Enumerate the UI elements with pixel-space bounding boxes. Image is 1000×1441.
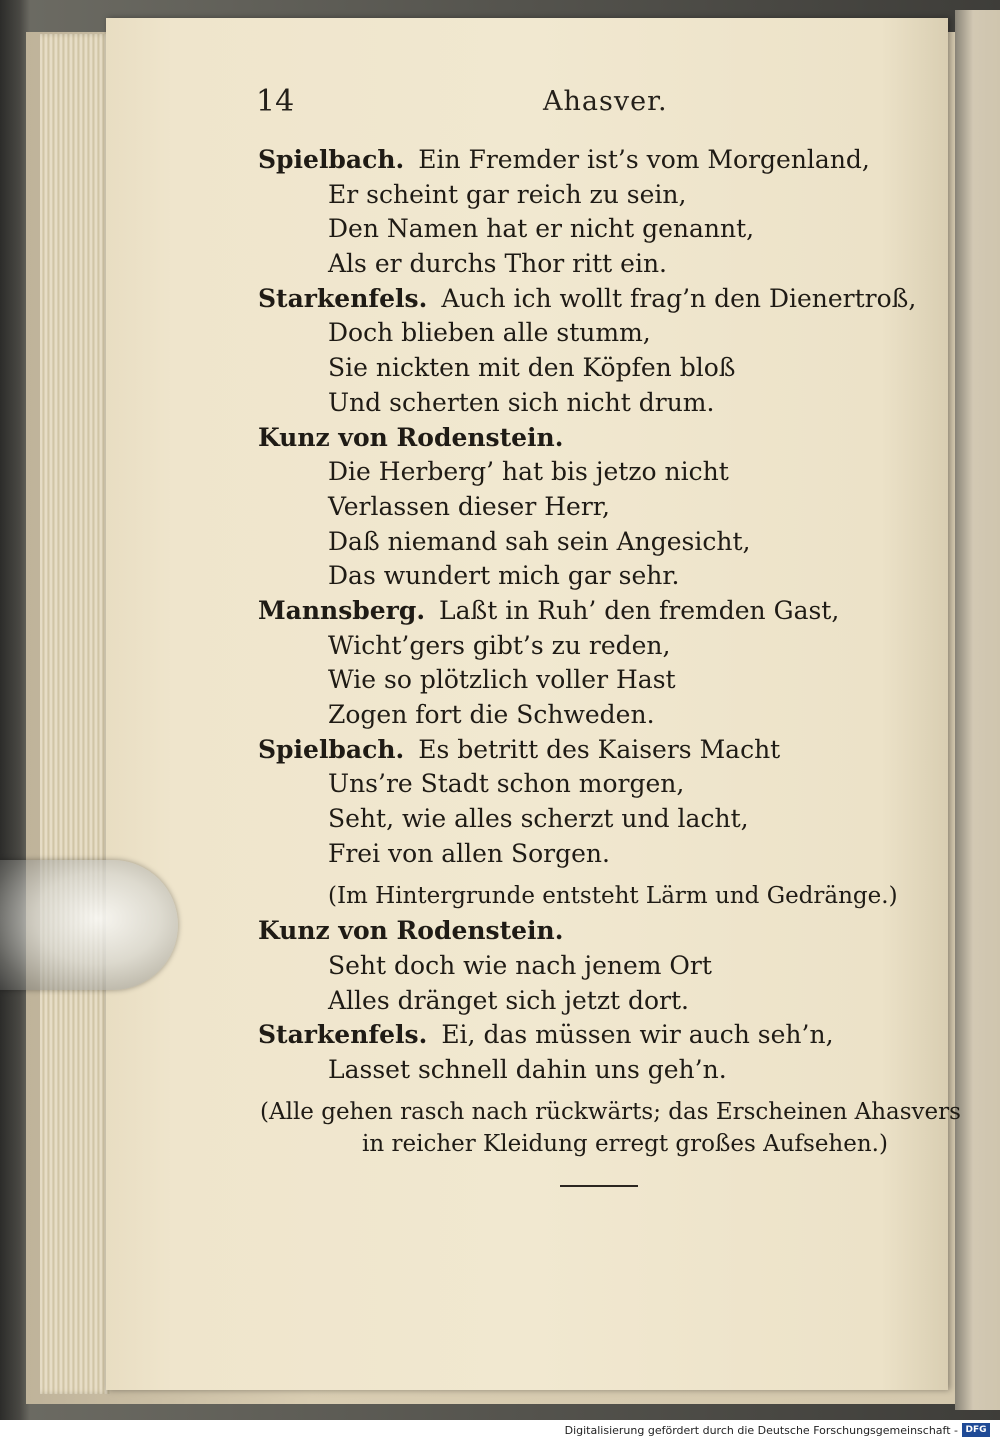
verse-line xyxy=(258,767,958,802)
verse-line xyxy=(258,282,958,317)
stage-direction: (Im Hintergrunde entsteht Lärm und Gedränge.) xyxy=(328,883,898,910)
dialogue-block-1 xyxy=(258,143,958,871)
verse-text: Seht, wie alles scherzt und lacht, xyxy=(328,804,749,834)
verse-text: Und scherten sich nicht drum. xyxy=(328,387,715,417)
verse-line xyxy=(258,143,958,178)
speaker-name: Starkenfels. xyxy=(258,283,428,313)
verse-text: Sie nickten mit den Köpfen bloß xyxy=(328,353,736,383)
footer-credit: Digitalisierung gefördert durch die Deutsche Forschungsgemeinschaft - xyxy=(564,1424,958,1437)
end-rule xyxy=(560,1185,638,1187)
verse-line xyxy=(258,421,958,456)
verse-text: Ein Fremder ist’s vom Morgenland, xyxy=(418,145,870,174)
verse-text: Den Namen hat er nicht genannt, xyxy=(328,214,755,244)
verse-text: Doch blieben alle stumm, xyxy=(328,318,651,348)
page-number: 14 xyxy=(256,84,295,119)
verse-line xyxy=(258,663,958,698)
verse-text: Als er durchs Thor ritt ein. xyxy=(328,249,668,279)
verse-line xyxy=(258,455,958,490)
verse-line xyxy=(258,594,958,629)
verse-text: Wie so plötzlich voller Hast xyxy=(328,665,676,695)
speaker-name: Kunz von Rodenstein. xyxy=(258,916,564,946)
verse-line xyxy=(258,914,958,949)
verse-line xyxy=(258,490,958,525)
running-title: Ahasver. xyxy=(543,86,668,117)
verse-line xyxy=(258,316,958,351)
verse-text: Alles dränget sich jetzt dort. xyxy=(328,985,689,1015)
verse-text: Lasset schnell dahin uns geh’n. xyxy=(328,1054,727,1084)
verse-text: Wicht’gers gibt’s zu reden, xyxy=(328,630,671,660)
speaker-name: Kunz von Rodenstein. xyxy=(258,422,564,452)
verse-text: Es betritt des Kaisers Macht xyxy=(418,734,781,764)
page-stack-edges xyxy=(40,34,110,1394)
verse-line xyxy=(258,949,958,984)
verse-text: Verlassen dieser Herr, xyxy=(328,491,610,521)
verse-text: Ei, das müssen wir auch seh’n, xyxy=(441,1020,834,1050)
verse-text: Das wundert mich gar sehr. xyxy=(328,561,680,591)
verse-line xyxy=(258,247,958,282)
page-text xyxy=(258,143,961,1160)
speaker-name: Spielbach. xyxy=(258,734,405,764)
verse-line xyxy=(258,351,958,386)
closing-stage-direction-line: (Alle gehen rasch nach rückwärts; das Erscheinen Ahasvers xyxy=(260,1098,961,1125)
verse-text: Frei von allen Sorgen. xyxy=(328,838,610,868)
verse-line xyxy=(258,386,958,421)
dialogue-block-2 xyxy=(258,914,958,1087)
verse-line xyxy=(258,1053,958,1088)
verse-text: Zogen fort die Schweden. xyxy=(328,700,655,729)
verse-line xyxy=(258,525,958,560)
verse-line xyxy=(258,178,958,213)
verse-text: Uns’re Stadt schon morgen, xyxy=(328,769,685,799)
speaker-name: Spielbach. xyxy=(258,145,405,174)
verse-text: Laßt in Ruh’ den fremden Gast, xyxy=(439,595,840,625)
speaker-name: Starkenfels. xyxy=(258,1020,428,1050)
verse-text: Auch ich wollt frag’n den Dienertroß, xyxy=(441,283,917,313)
verse-line xyxy=(258,1018,958,1053)
footer-bar xyxy=(0,1420,1000,1441)
speaker-name: Mannsberg. xyxy=(258,595,426,625)
verse-text: Die Herberg’ hat bis jetzo nicht xyxy=(328,457,729,487)
adjacent-page-edge xyxy=(955,10,1000,1410)
verse-line xyxy=(258,629,958,664)
closing-stage-direction-line: in reicher Kleidung erregt großes Aufsehen.) xyxy=(362,1130,888,1157)
scanner-finger-shadow xyxy=(0,860,178,990)
verse-line xyxy=(258,802,958,837)
verse-line xyxy=(258,212,958,247)
verse-line xyxy=(258,984,958,1019)
verse-line xyxy=(258,837,958,872)
verse-text: Er scheint gar reich zu sein, xyxy=(328,179,687,209)
verse-line xyxy=(258,559,958,594)
dfg-logo: DFG xyxy=(962,1423,990,1437)
verse-line xyxy=(258,733,958,768)
verse-line xyxy=(258,698,958,733)
verse-text: Seht doch wie nach jenem Ort xyxy=(328,950,712,980)
verse-text: Daß niemand sah sein Angesicht, xyxy=(328,526,751,556)
